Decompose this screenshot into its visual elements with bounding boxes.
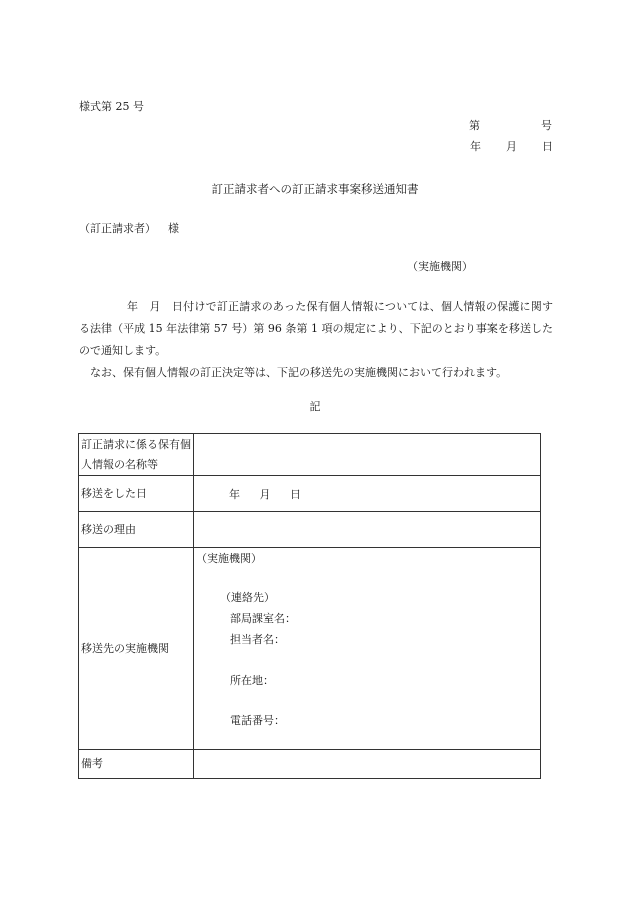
row-label-info-name: 訂正請求に係る保有個人情報の名称等 — [79, 434, 194, 476]
row-value-reason — [194, 512, 541, 548]
row-label-remarks: 備考 — [79, 750, 194, 779]
doc-date-month: 月 — [506, 140, 517, 153]
body-paragraph-2: なお、保有個人情報の訂正決定等は、下記の移送先の実施機関において行われます。 — [90, 366, 508, 379]
destination-agency: （実施機関） — [196, 552, 262, 565]
transfer-date-year: 年 — [229, 487, 240, 501]
destination-address: 所在地： — [230, 674, 274, 687]
document-title: 訂正請求者への訂正請求事案移送通知書 — [211, 182, 419, 196]
document-number — [469, 117, 552, 133]
row-label-destination: 移送先の実施機関 — [79, 548, 194, 750]
document-date — [470, 138, 553, 154]
row-label-reason: 移送の理由 — [79, 512, 194, 548]
form-number: 様式第 25 号 — [79, 100, 144, 113]
addressee-name: （訂正請求者） — [79, 222, 156, 235]
record-table — [78, 433, 541, 779]
row-value-remarks — [194, 750, 541, 779]
row-label-transfer-date: 移送をした日 — [79, 476, 194, 512]
row-value-destination — [194, 548, 541, 750]
destination-department: 部局課室名： — [230, 612, 296, 625]
destination-phone: 電話番号： — [230, 714, 285, 727]
doc-number-prefix: 第 — [469, 119, 480, 132]
doc-date-year: 年 — [470, 140, 481, 153]
addressee — [79, 220, 179, 236]
row-value-transfer-date — [194, 476, 541, 512]
table-row — [79, 750, 541, 779]
ki-heading: 記 — [309, 400, 321, 413]
doc-number-suffix: 号 — [541, 119, 552, 132]
addressee-honorific: 様 — [168, 222, 179, 235]
body-paragraph-1: 年 月 日付けで訂正請求のあった保有個人情報については、個人情報の保護に関する法律（平成 15 年法律第 57 号）第 96 条第 1 項の規定により、下記のとおり事案を移送したので通知します。 — [79, 300, 553, 357]
table-row — [79, 512, 541, 548]
doc-date-day: 日 — [542, 140, 553, 153]
table-row — [79, 548, 541, 750]
destination-contact: （連絡先） — [220, 591, 275, 604]
issuing-agency: （実施機関） — [407, 260, 473, 273]
row-value-info-name — [194, 434, 541, 476]
transfer-date-day: 日 — [290, 487, 301, 501]
destination-person: 担当者名： — [230, 633, 285, 646]
body-text — [79, 296, 553, 384]
transfer-date-month: 月 — [259, 487, 271, 501]
table-row — [79, 434, 541, 476]
table-row — [79, 476, 541, 512]
